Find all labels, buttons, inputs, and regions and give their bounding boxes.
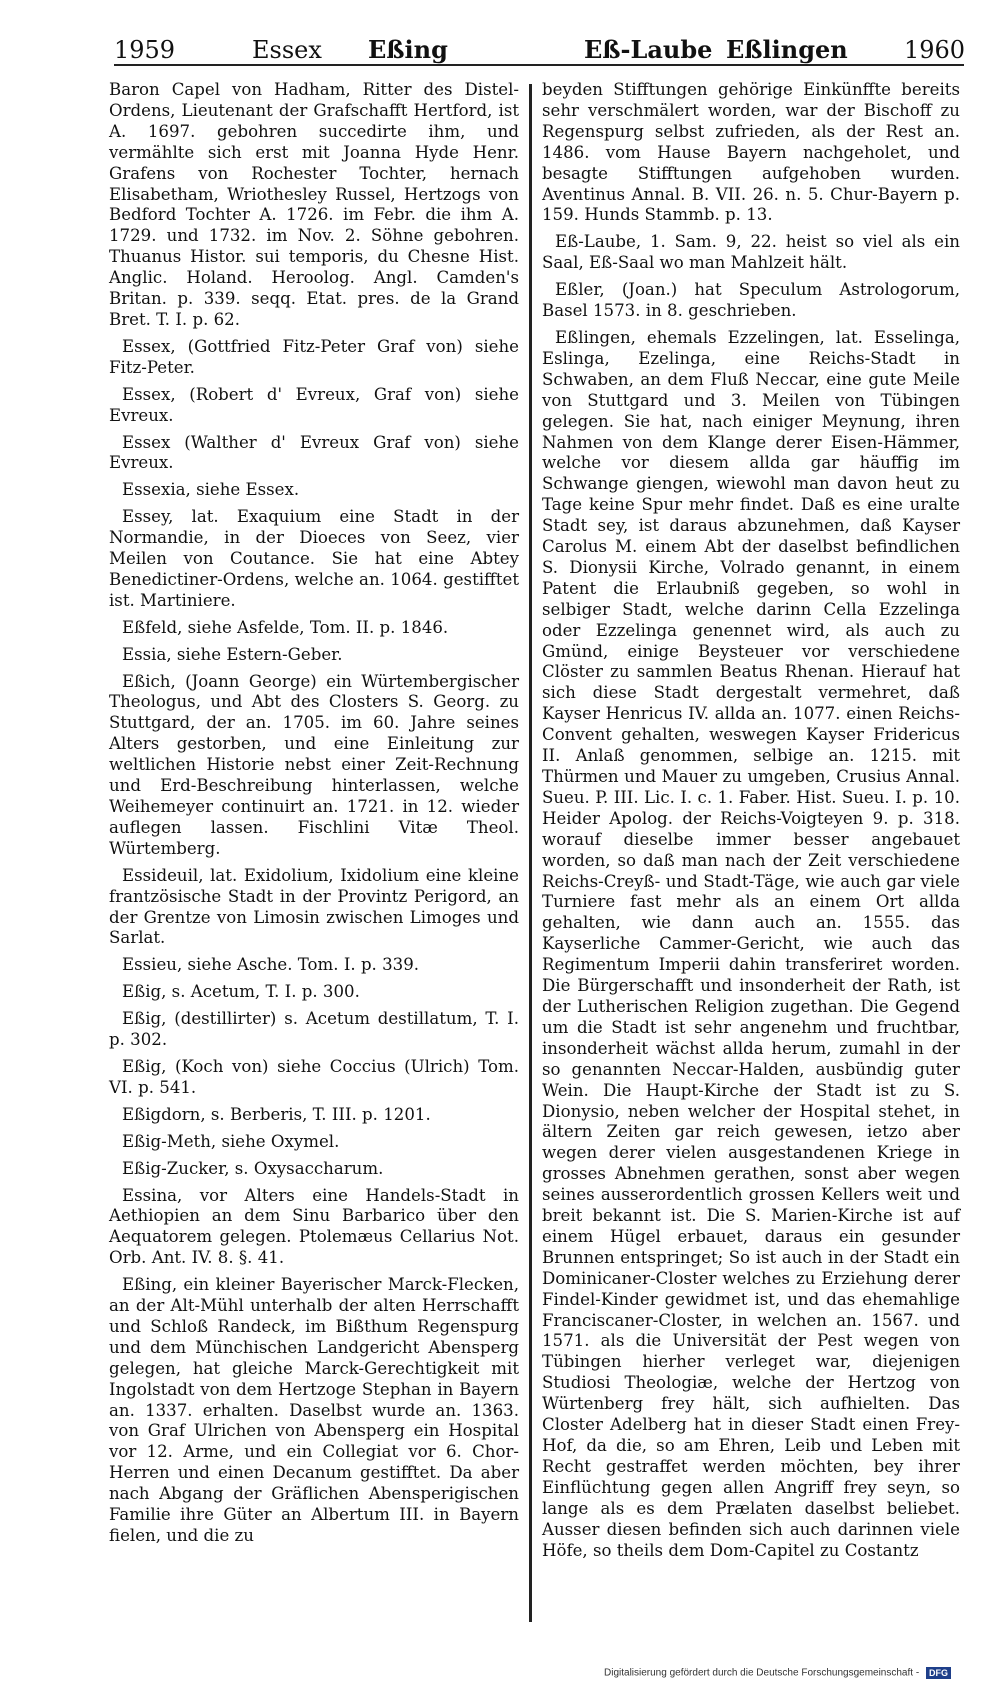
column-divider (529, 84, 532, 1622)
entry-paragraph: Eßig-Meth, siehe Oxymel. (122, 1131, 340, 1151)
page-number-right: 1960 (904, 36, 966, 64)
entry-paragraph: Eßigdorn, s. Berberis, T. III. p. 1201. (122, 1104, 431, 1124)
entry-paragraph: Eßfeld, siehe Asfelde, Tom. II. p. 1846. (122, 617, 449, 637)
footer-credit: Digitalisierung gefördert durch die Deutsche Forschungsgemeinschaft - (604, 1667, 920, 1679)
entry-paragraph: Eßich, (Joann George) ein Würtembergischer Theologus, und Abt des Closters S. Georg. zu Stuttgard, der an. 1705. im 60. Jahre seines Alters gestorben, und eine Einleitung zur weltlichen Historie nebst einer Zeit-Rechnung und Erd-Beschreibung hinterlassen, welche Weihemeyer continuirt an. 1721. in 12. wieder auflegen lassen. Fischlini Vitæ Theol. Würtemberg. (109, 671, 519, 858)
catchword-third: Eß-Laube (584, 35, 713, 64)
catchword-fourth: Eßlingen (726, 35, 848, 64)
entry-paragraph: Essex (Walther d' Evreux Graf von) siehe Evreux. (109, 432, 519, 473)
entry-paragraph: Eßler, (Joan.) hat Speculum Astrologorum, Basel 1573. in 8. geschrieben. (542, 280, 960, 321)
digitization-footer (604, 1667, 951, 1679)
entry-paragraph: Eßig-Zucker, s. Oxysaccharum. (122, 1158, 384, 1178)
entry-paragraph: Eßig, (Koch von) siehe Coccius (Ulrich) Tom. VI. p. 541. (109, 1056, 519, 1097)
entry-paragraph: Eßlingen, ehemals Ezzelingen, lat. Esselinga, Eslinga, Ezelinga, eine Reichs-Stadt in Schwaben, an dem Fluß Neccar, eine gute Meile von Stuttgard und 3. Meilen von Tübingen gelegen. Sie hat, nach einiger Meynung, ihren Nahmen von dem Klange derer Eisen-Hämmer, welche vor diesem allda gar häuffig im Schwange giengen, wiewohl man davon heut zu Tage keine Spur mehr findet. Daß es eine uralte Stadt sey, ist daraus abzunehmen, daß Kayser Carolus M. einem Abt der daselbst befindlichen S. Dionysii Kirche, Volrado genannt, in einem Patent die Erlaubniß gegeben, so wohl in selbiger Stadt, welche darinn Cella Ezzelinga oder Ezzelinga genennet wird, als auch zu Gmünd, einige Beysteuer vor verschiedene Clöster zu sammlen Beatus Rhenan. Hierauf hat sich diese Stadt dergestalt vermehret, daß Kayser Henricus IV. allda an. 1077. einen Reichs-Convent gehalten, weswegen Kayser Fridericus II. Anlaß genommen, selbige an. 1215. mit Thürmen und Mauer zu umgeben, Crusius Annal. Sueu. P. III. Lic. I. c. 1. Faber. Hist. Sueu. I. p. 10. Heider Apolog. der Reichs-Voigteyen 9. p. 318. worauf dieselbe immer besser angebauet worden, so daß man nach der Zeit verschiedene Reichs-Creyß- und Stadt-Täge, wie auch gar viele Turniere fast mehr als an einem Ort allda gehalten, wie dann auch an. 1555. das Kayserliche Cammer-Gericht, wie auch das Regimentum Imperii dahin transferiret worden. Die Bürgerschafft und insonderheit der Rath, ist der Lutherischen Religion zugethan. Die Gegend um die Stadt ist sehr angenehm und fruchtbar, insonderheit wächst allda herum, zumahl in der so genannten Neccar-Halden, ausbündig guter Wein. Die Haupt-Kirche der Stadt ist zu S. Dionysio, neben welcher der Hospital stehet, in ältern Zeiten gar reich gewesen, ietzo aber wegen derer vielen ausgestandenen Kriege in grosses Abnehmen gerathen, sonst aber wegen seines ausserordentlich grossen Kellers weit und breit bekannt ist. Die S. Marien-Kirche ist auf einem Hügel erbauet, daraus ein gesunder Brunnen entspringet; So ist auch in der Stadt ein Dominicaner-Closter welches zu Erziehung derer Findel-Kinder gewidmet ist, und das ehemahlige Franciscaner-Closter, in welchen an. 1567. und 1571. als die Universität der Pest wegen von Tübingen hierher verleget war, diejenigen Studiosi Theologiæ, welche der Hertzog von Würtenberg frey hält, sich aufhielten. Das Closter Adelberg hat in dieser Stadt einen Frey-Hof, da die, so am Ehren, Leib und Leben mit Recht gestraffet werden möchten, bey ihrer Einflüchtung gegen allen Angriff frey seyn, so lange als es dem Prælaten daselbst beliebet. Ausser diesen befinden sich auch darinnen viele Höfe, so theils dem Dom-Capitel zu Costantz (542, 327, 960, 1560)
entry-paragraph: Essina, vor Alters eine Handels-Stadt in Aethiopien an dem Sinu Barbarico über den Aequatorem gelegen. Ptolemæus Cellarius Not. Orb. Ant. IV. 8. §. 41. (109, 1185, 519, 1268)
entry-paragraph: Baron Capel von Hadham, Ritter des Distel-Ordens, Lieutenant der Grafschafft Hertford, ist A. 1697. gebohren succedirte ihm, und vermählte sich erst mit Joanna Hyde Henr. Grafens von Rochester Tochter, hernach Elisabetham, Wriothesley Russel, Hertzogs von Bedford Tochter A. 1726. im Febr. die ihm A. 1729. und 1732. im Nov. 2. Söhne gebohren. Thuanus Histor. sui temporis, du Chesne Hist. Anglic. Holand. Heroolog. Angl. Camden's Britan. p. 339. seqq. Etat. pres. de la Grand Bret. T. I. p. 62. (109, 80, 519, 329)
entry-paragraph: Essia, siehe Estern-Geber. (122, 644, 343, 664)
entry-paragraph: Essideuil, lat. Exidolium, Ixidolium eine kleine frantzösische Stadt in der Provintz Perigord, an der Grentze von Limosin zwischen Limoges und Sarlat. (109, 865, 519, 948)
entry-paragraph: Eßig, s. Acetum, T. I. p. 300. (122, 982, 360, 1002)
entry-paragraph: beyden Stifftungen gehörige Einkünffte bereits sehr verschmälert worden, war der Bischoff zu Regenspurg selbst zufrieden, als der Rest an. 1486. vom Hause Bayern nachgeholet, und besagte Stifftungen aufgehoben wurden. Aventinus Annal. B. VII. 26. n. 5. Chur-Bayern p. 159. Hunds Stammb. p. 13. (542, 80, 960, 225)
entry-paragraph: Eßing, ein kleiner Bayerischer Marck-Flecken, an der Alt-Mühl unterhalb der alten Herrschafft und Schloß Randeck, im Bißthum Regenspurg und dem Münchischen Landgericht Abensperg gelegen, hat gleiche Marck-Gerechtigkeit mit Ingolstadt von dem Hertzoge Stephan in Bayern an. 1337. erhalten. Daselbst wurde an. 1363. von Graf Ulrichen von Abensperg ein Hospital vor 12. Arme, und ein Collegiat vor 6. Chor-Herren und einen Decanum gestifftet. Da aber nach Abgang der Gräflichen Abensperigischen Familie ihre Güter an Albertum III. in Bayern fielen, und die zu (109, 1275, 519, 1545)
entry-paragraph: Essexia, siehe Essex. (122, 480, 300, 500)
dfg-logo: DFG (926, 1667, 951, 1679)
page-header (0, 0, 1000, 64)
entry-paragraph: Eß-Laube, 1. Sam. 9, 22. heist so viel als ein Saal, Eß-Saal wo man Mahlzeit hält. (542, 232, 960, 273)
catchword-first: Essex (252, 36, 322, 64)
entry-paragraph: Essey, lat. Exaquium eine Stadt in der Normandie, in der Dioeces von Seez, vier Meilen von Coutance. Sie hat eine Abtey Benedictiner-Ordens, welche an. 1064. gestifftet ist. Martiniere. (109, 507, 519, 610)
entry-paragraph: Essieu, siehe Asche. Tom. I. p. 339. (122, 955, 420, 975)
entry-paragraph: Essex, (Robert d' Evreux, Graf von) siehe Evreux. (109, 384, 519, 425)
left-column (109, 80, 519, 1553)
header-rule (114, 64, 964, 66)
entry-paragraph: Essex, (Gottfried Fitz-Peter Graf von) siehe Fitz-Peter. (109, 336, 519, 377)
right-column (542, 80, 960, 1567)
catchword-second: Eßing (368, 35, 448, 64)
page-number-left: 1959 (114, 36, 176, 64)
entry-paragraph: Eßig, (destillirter) s. Acetum destillatum, T. I. p. 302. (109, 1009, 519, 1050)
